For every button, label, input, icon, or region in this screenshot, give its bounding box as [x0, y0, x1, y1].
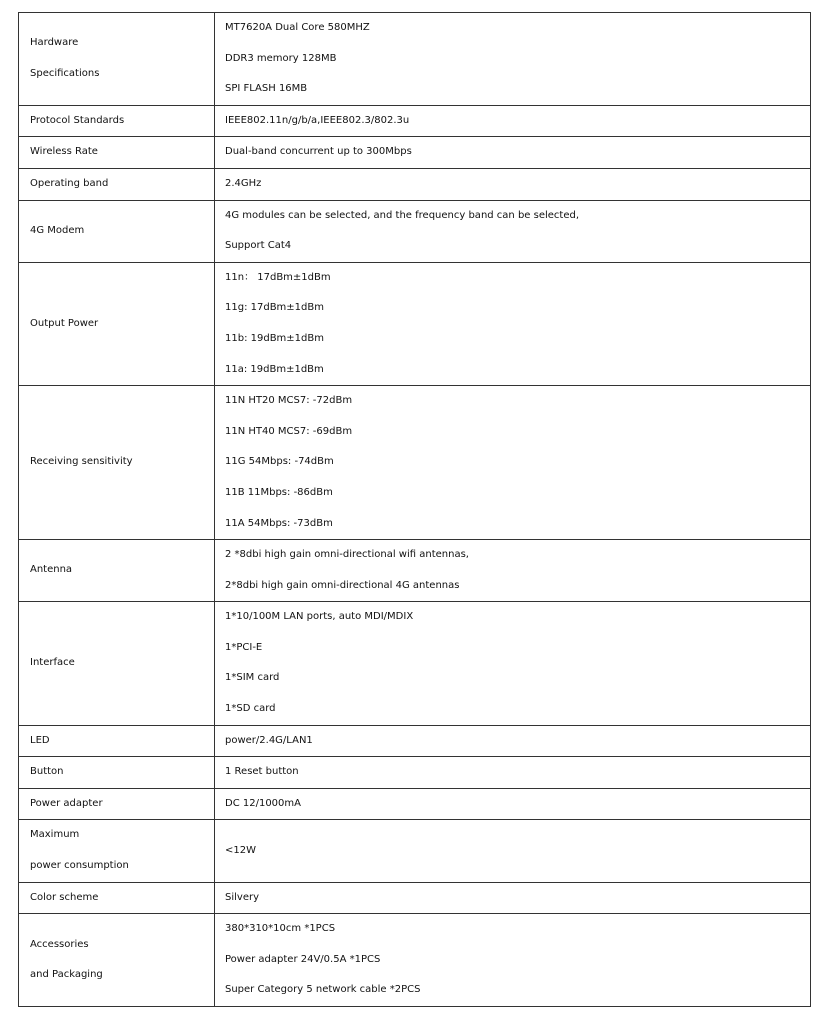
- spec-label-cell: [19, 105, 215, 137]
- spec-value-cell: [215, 13, 811, 106]
- spec-label: power consumption: [30, 860, 129, 872]
- spec-value: Support Cat4: [225, 240, 292, 252]
- spec-label: Protocol Standards: [30, 114, 125, 126]
- spec-value: Super Category 5 network cable *2PCS: [225, 984, 421, 996]
- table-row: [19, 540, 811, 602]
- spec-label-cell: [19, 602, 215, 725]
- spec-value-cell: [215, 137, 811, 169]
- spec-label-cell: [19, 540, 215, 602]
- spec-label-cell: [19, 882, 215, 914]
- spec-value: 1*SD card: [225, 703, 276, 715]
- spec-value: 11a: 19dBm±1dBm: [225, 363, 324, 375]
- spec-value: <12W: [225, 844, 256, 856]
- spec-value: power/2.4G/LAN1: [225, 734, 313, 746]
- table-row: [19, 262, 811, 385]
- spec-value: 1 Reset button: [225, 766, 299, 778]
- spec-value: 11N HT20 MCS7: -72dBm: [225, 395, 353, 407]
- spec-label: Button: [30, 766, 64, 778]
- spec-value-cell: [215, 168, 811, 200]
- table-row: [19, 168, 811, 200]
- table-row: [19, 725, 811, 757]
- spec-label-cell: [19, 386, 215, 540]
- table-row: [19, 200, 811, 262]
- spec-label-cell: [19, 757, 215, 789]
- spec-value: DDR3 memory 128MB: [225, 52, 337, 64]
- spec-label: Color scheme: [30, 891, 99, 903]
- table-row: [19, 137, 811, 169]
- spec-label: and Packaging: [30, 969, 103, 981]
- spec-value: 2*8dbi high gain omni-directional 4G antennas: [225, 579, 460, 591]
- spec-label: LED: [30, 734, 50, 746]
- spec-value-cell: [215, 200, 811, 262]
- spec-value-cell: [215, 386, 811, 540]
- spec-value: 11b: 19dBm±1dBm: [225, 332, 324, 344]
- spec-label: Power adapter: [30, 797, 103, 809]
- spec-value: 11n： 17dBm±1dBm: [225, 271, 331, 283]
- spec-value: 11g: 17dBm±1dBm: [225, 302, 324, 314]
- spec-value: 11G 54Mbps: -74dBm: [225, 456, 334, 468]
- spec-value-cell: [215, 882, 811, 914]
- spec-label: Receiving sensitivity: [30, 456, 133, 468]
- spec-label: Hardware: [30, 37, 79, 49]
- spec-value: Dual-band concurrent up to 300Mbps: [225, 146, 412, 158]
- table-row: [19, 820, 811, 882]
- table-row: [19, 914, 811, 1007]
- spec-value-cell: [215, 262, 811, 385]
- spec-label-cell: [19, 137, 215, 169]
- spec-value: 11A 54Mbps: -73dBm: [225, 517, 333, 529]
- spec-value: Power adapter 24V/0.5A *1PCS: [225, 953, 381, 965]
- spec-label: Interface: [30, 657, 75, 669]
- table-row: [19, 386, 811, 540]
- table-row: [19, 757, 811, 789]
- table-row: [19, 13, 811, 106]
- spec-label-cell: [19, 168, 215, 200]
- table-row: [19, 602, 811, 725]
- spec-value: 11B 11Mbps: -86dBm: [225, 486, 333, 498]
- spec-label-cell: [19, 200, 215, 262]
- spec-label: Accessories: [30, 938, 89, 950]
- spec-value: 11N HT40 MCS7: -69dBm: [225, 425, 353, 437]
- spec-label: 4G Modem: [30, 224, 85, 236]
- spec-value: 1*SIM card: [225, 672, 280, 684]
- spec-value: 380*310*10cm *1PCS: [225, 923, 336, 935]
- table-row: [19, 788, 811, 820]
- spec-value: 2.4GHz: [225, 177, 262, 189]
- spec-value-cell: [215, 757, 811, 789]
- spec-value-cell: [215, 788, 811, 820]
- specifications-table-body: [19, 13, 811, 1007]
- spec-label: Specifications: [30, 67, 100, 79]
- spec-value-cell: [215, 105, 811, 137]
- table-row: [19, 105, 811, 137]
- spec-value-cell: [215, 540, 811, 602]
- spec-label-cell: [19, 262, 215, 385]
- spec-value: Silvery: [225, 891, 260, 903]
- spec-label: Wireless Rate: [30, 146, 98, 158]
- specifications-table: [18, 12, 811, 1007]
- spec-label-cell: [19, 914, 215, 1007]
- spec-label: Output Power: [30, 317, 99, 329]
- spec-label: Operating band: [30, 177, 109, 189]
- spec-value-cell: [215, 820, 811, 882]
- spec-label: Antenna: [30, 564, 73, 576]
- spec-value: MT7620A Dual Core 580MHZ: [225, 22, 370, 33]
- spec-value: 1*10/100M LAN ports, auto MDI/MDIX: [225, 611, 414, 623]
- spec-value: DC 12/1000mA: [225, 797, 301, 809]
- spec-value: SPI FLASH 16MB: [225, 83, 308, 95]
- spec-label-cell: [19, 725, 215, 757]
- spec-value-cell: [215, 602, 811, 725]
- table-row: [19, 882, 811, 914]
- spec-label-cell: [19, 13, 215, 106]
- spec-label: Maximum: [30, 829, 80, 841]
- spec-value-cell: [215, 914, 811, 1007]
- spec-value: 2 *8dbi high gain omni-directional wifi antennas,: [225, 549, 469, 561]
- spec-value: IEEE802.11n/g/b/a,IEEE802.3/802.3u: [225, 114, 410, 126]
- spec-label-cell: [19, 788, 215, 820]
- spec-value: 4G modules can be selected, and the frequency band can be selected,: [225, 209, 580, 221]
- spec-value: 1*PCI-E: [225, 641, 263, 653]
- spec-value-cell: [215, 725, 811, 757]
- spec-label-cell: [19, 820, 215, 882]
